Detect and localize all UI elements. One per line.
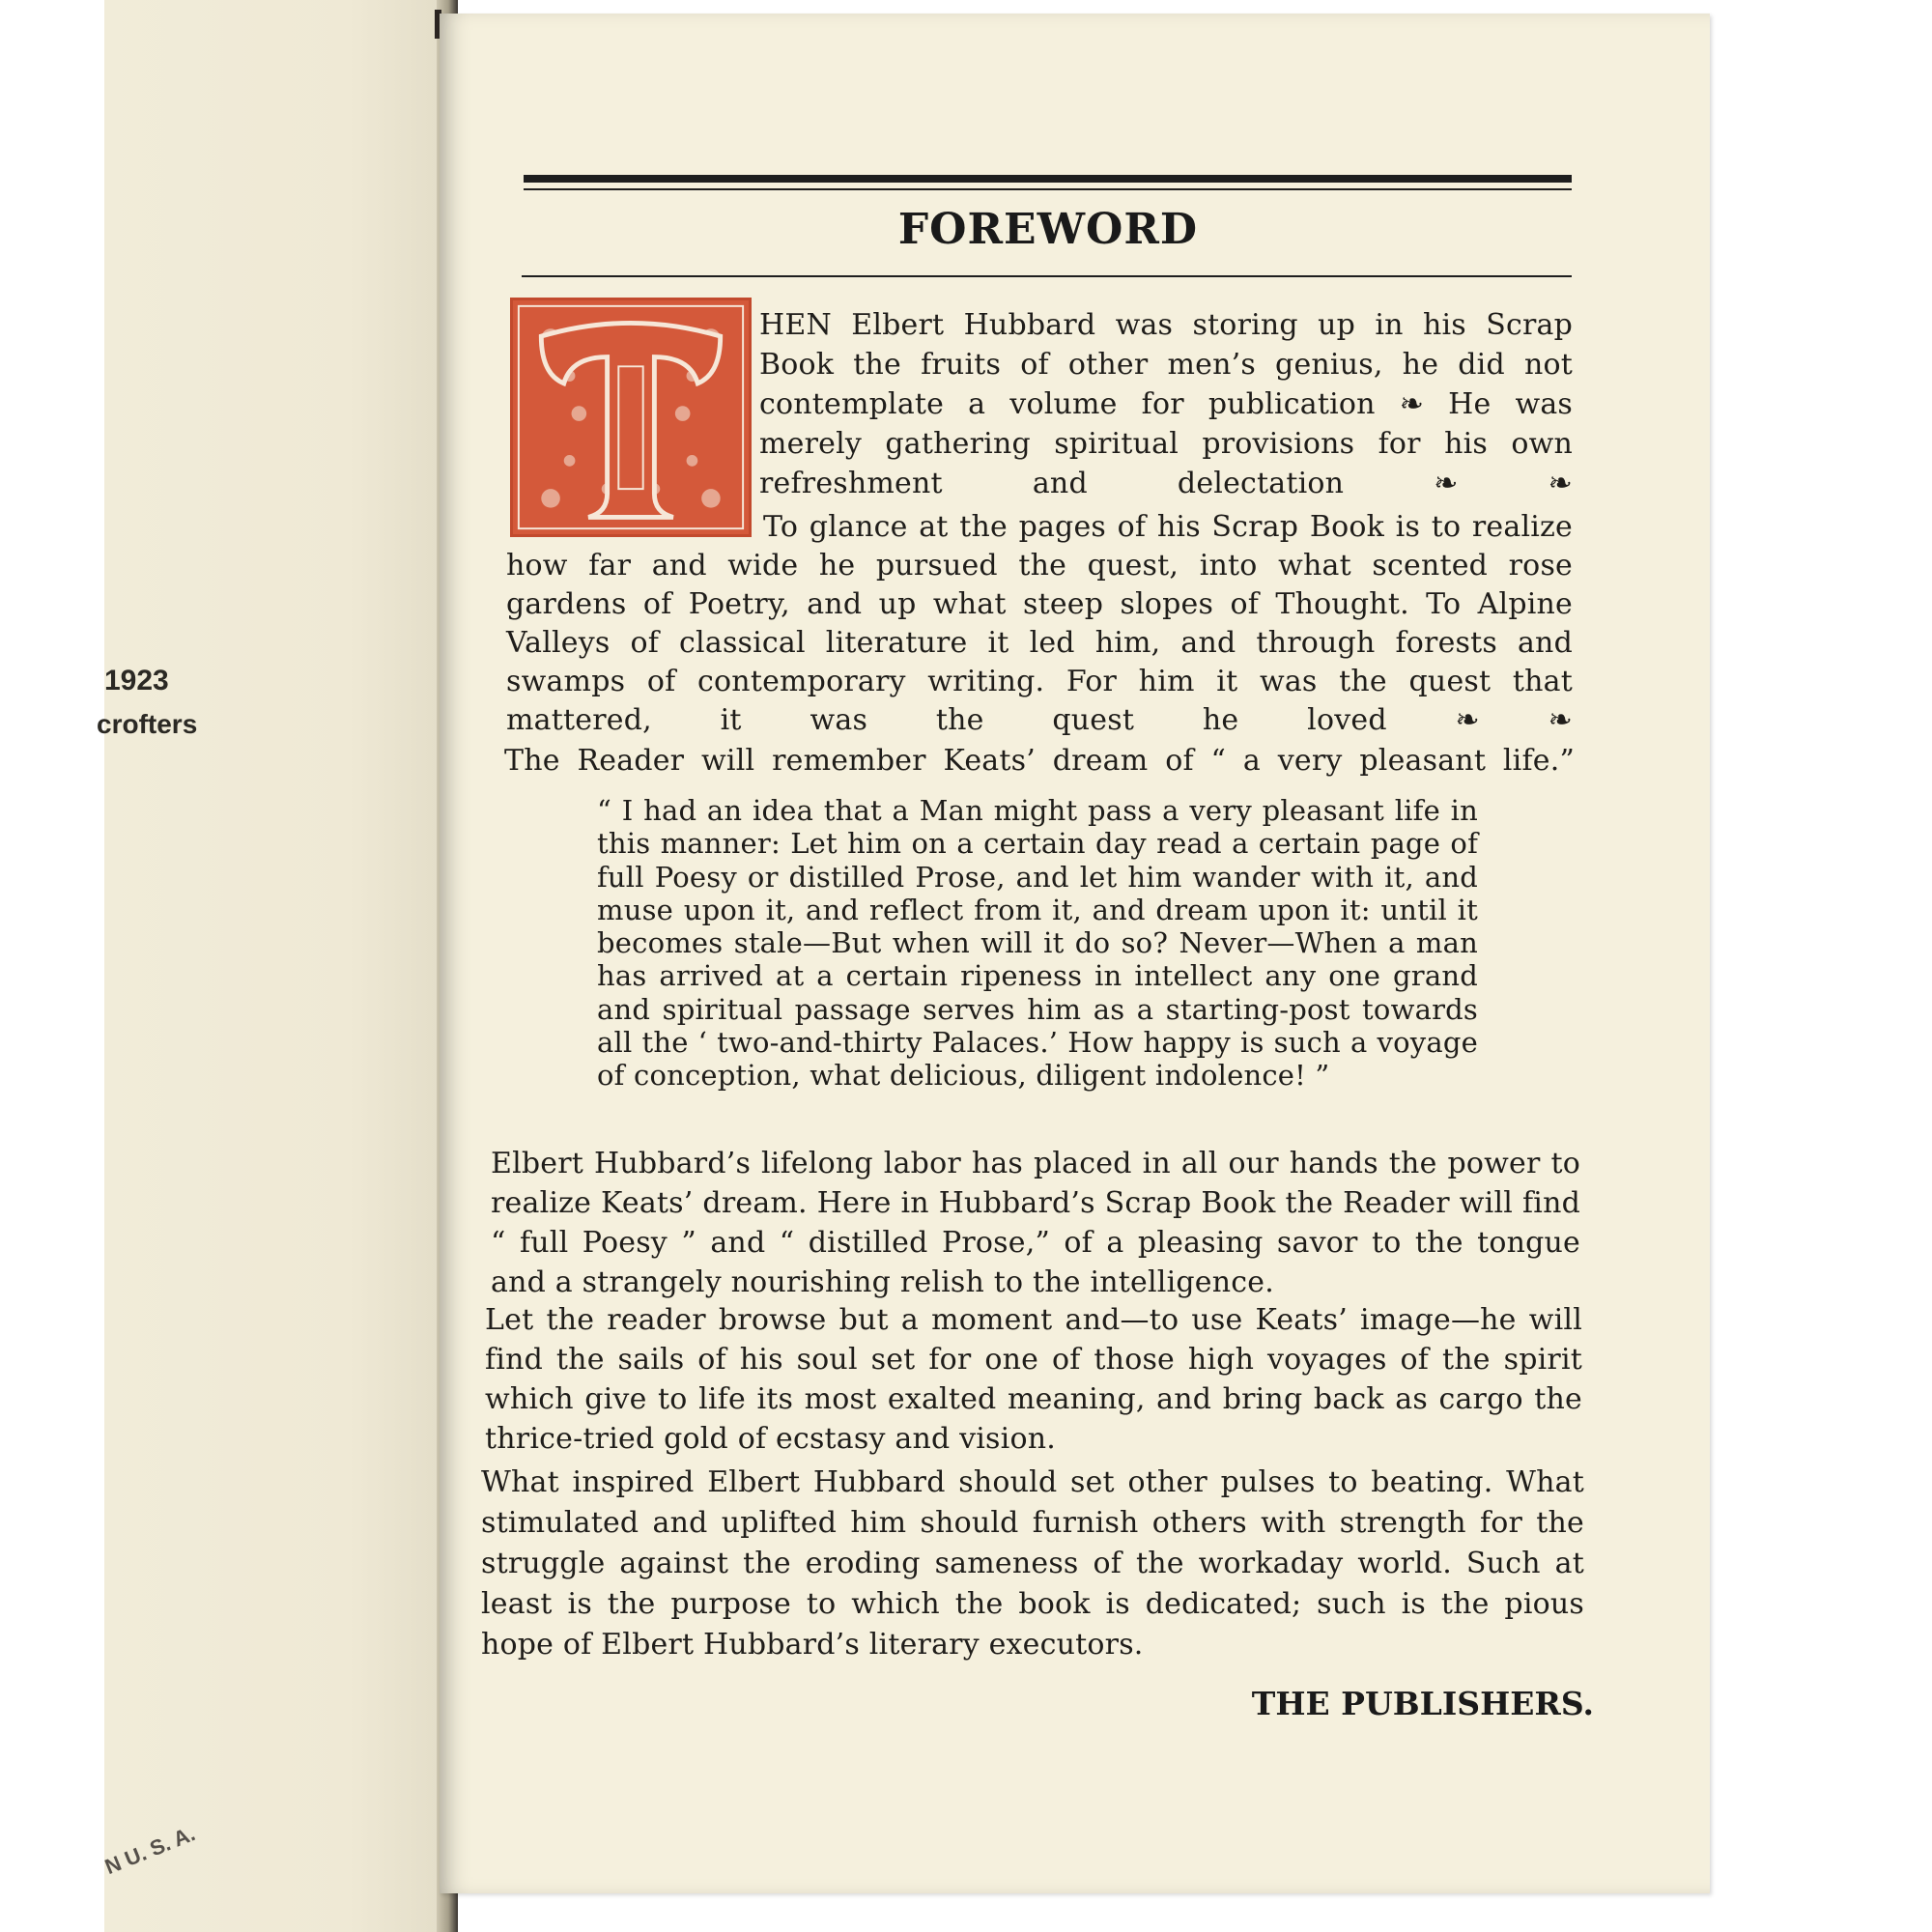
- paragraph-inspired: What inspired Elbert Hubbard should set other pulses to beating. What stimulated and uplifted him should furnish others with strength for the struggle against the eroding sameness of the workaday world. Such at least is the purpose to which the book is dedicated; such is the pious hope of Elbert Hubbard’s literary executors.: [481, 1465, 1584, 1662]
- top-thin-rule: [524, 188, 1572, 190]
- publisher-fragment: crofters: [97, 709, 198, 739]
- paragraph-intro: HEN Elbert Hubbard was storing up in his Scrap Book the fruits of other men’s genius, he did not contemplate a volume for publication ❧ He was merely gathering spiritual provisions for his own refreshment and delectation ❧ ❧: [759, 308, 1573, 500]
- left-page: [104, 0, 454, 1932]
- title-underline: [522, 275, 1572, 277]
- year-fragment: 1923: [104, 665, 169, 696]
- paragraph-keats-intro: The Reader will remember Keats’ dream of “ a very pleasant life.”: [504, 744, 1575, 778]
- imprint-fragment: N U. S. A.: [101, 1821, 199, 1880]
- paragraph-quest: To glance at the pages of his Scrap Book is to realize how far and wide he pursued the quest, into what scented rose gardens of Poetry, and up what steep slopes of Thought. To Alpine Valleys of classical literature it led him, and through forests and swamps of contemporary writing. For him it was the quest that mattered, it was the quest he loved ❧ ❧: [506, 510, 1573, 737]
- page-title: FOREWORD: [897, 205, 1199, 254]
- paragraph-lifelong-labor: Elbert Hubbard’s lifelong labor has placed in all our hands the power to realize Keats’ dream. Here in Hubbard’s Scrap Book the Reader will find “ full Poesy ” and “ distilled Prose,” of a pleasing savor to the tongue and a strangely nourishing relish to the intelligence.: [491, 1147, 1580, 1299]
- drop-cap-letter: [510, 298, 752, 537]
- paragraph-browse: Let the reader browse but a moment and—to use Keats’ image—he will find the sails of his soul set for one of those high voyages of the spirit which give to life its most exalted meaning, and bring back as cargo the thrice-tried gold of ecstasy and vision.: [485, 1303, 1582, 1456]
- keats-quote: “ I had an idea that a Man might pass a very pleasant life in this manner: Let him on a certain day read a certain page of full Poesy or distilled Prose, and let him wander with it, and muse upon it, and reflect from it, and dream upon it: until it becomes stale—But when will it do so? Never—When a man has arrived at a certain ripeness in intellect any one grand and spiritual passage serves him as a starting-post towards all the ‘ two-and-thirty Palaces.’ How happy is such a voyage of conception, what delicious, diligent indolence! ”: [597, 794, 1478, 1093]
- drop-cap-ornament: [513, 300, 749, 534]
- top-thick-rule: [524, 175, 1572, 183]
- signature: THE PUBLISHERS.: [1251, 1685, 1594, 1722]
